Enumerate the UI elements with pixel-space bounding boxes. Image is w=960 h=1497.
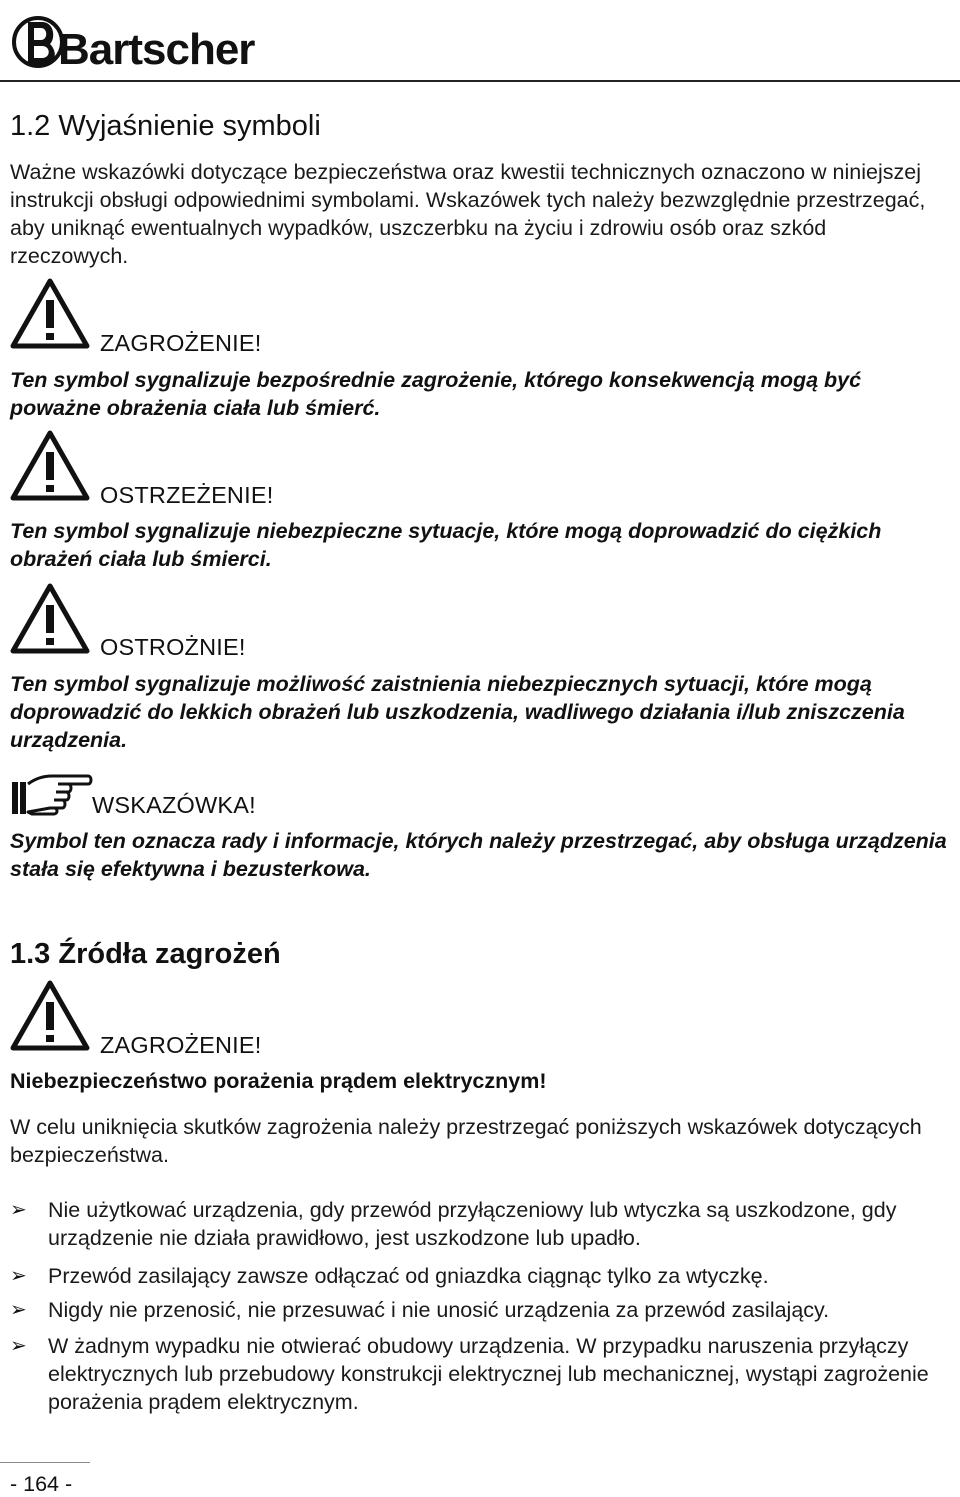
caution-triangle-icon bbox=[10, 583, 90, 655]
caution-label: OSTROŻNIE! bbox=[100, 634, 246, 660]
danger-description: Ten symbol sygnalizuje bezpośrednie zagrożenie, którego konsekwencją mogą być poważne obrażenia ciała lub śmierć. bbox=[10, 368, 862, 420]
list-item: Nigdy nie przenosić, nie przesuwać i nie unosić urządzenia za przewód zasilający. bbox=[48, 1298, 830, 1322]
footer-rule bbox=[0, 1462, 90, 1463]
warning-description: Ten symbol sygnalizuje niebezpieczne sytuacje, które mogą doprowadzić do ciężkich obrażeń ciała lub śmierci. bbox=[10, 519, 882, 571]
list-item: Nie użytkować urządzenia, gdy przewód przyłączeniowy lub wtyczka są uszkodzone, gdy urządzenie nie działa prawidłowo, jest uszkodzone lub upadło. bbox=[48, 1198, 897, 1250]
list-item: Przewód zasilający zawsze odłączać od gniazdka ciągnąc tylko za wtyczkę. bbox=[48, 1264, 769, 1288]
bullet-arrow-icon: ➢ bbox=[10, 1299, 27, 1321]
list-item: W żadnym wypadku nie otwierać obudowy urządzenia. W przypadku naruszenia przyłączy elektrycznych lub przebudowy konstrukcji elektrycznej lub mechanicznej, wystąpi zagrożenie porażenia prądem elektrycznym. bbox=[48, 1334, 929, 1414]
logo-wordmark: Bartscher bbox=[58, 25, 255, 74]
bullet-arrow-icon: ➢ bbox=[10, 1335, 27, 1357]
page-number: - 164 - bbox=[10, 1472, 73, 1496]
warning-label: OSTRZEŻENIE! bbox=[100, 482, 274, 508]
section-title-hazards: 1.3 Źródła zagrożeń bbox=[10, 938, 281, 970]
note-description: Symbol ten oznacza rady i informacje, których należy przestrzegać, aby obsługa urządzenia stała się efektywna i bezusterkowa. bbox=[10, 829, 947, 881]
danger-warning-triangle-icon bbox=[10, 278, 90, 350]
danger-label: ZAGROŻENIE! bbox=[100, 330, 262, 356]
hazard-danger-label: ZAGROŻENIE! bbox=[100, 1032, 262, 1058]
note-label: WSKAZÓWKA! bbox=[92, 792, 256, 818]
section-title-symbols: 1.2 Wyjaśnienie symboli bbox=[10, 110, 321, 142]
caution-description: Ten symbol sygnalizuje możliwość zaistnienia niebezpiecznych sytuacji, które mogą doprowadzić do lekkich obrażeń lub uszkodzenia, wadliwego działania i/lub zniszczenia urządzenia. bbox=[10, 672, 905, 752]
bartscher-logo bbox=[10, 6, 255, 76]
hazard-subheading: Niebezpieczeństwo porażenia prądem elektrycznym! bbox=[10, 1069, 547, 1093]
warning-triangle-icon bbox=[10, 430, 90, 502]
electric-danger-triangle-icon bbox=[10, 980, 90, 1052]
bullet-arrow-icon: ➢ bbox=[10, 1265, 27, 1287]
pointing-hand-icon bbox=[10, 772, 92, 818]
hazard-intro: W celu uniknięcia skutków zagrożenia należy przestrzegać poniższych wskazówek dotyczących bezpieczeństwa. bbox=[10, 1115, 922, 1167]
bullet-arrow-icon: ➢ bbox=[10, 1199, 27, 1221]
header-rule bbox=[0, 80, 960, 82]
intro-paragraph: Ważne wskazówki dotyczące bezpieczeństwa oraz kwestii technicznych oznaczono w niniejszej instrukcji obsługi odpowiednimi symbolami. Wskazówek tych należy bezwzględnie przestrzegać, aby uniknąć ewentualnych wypadków, uszczerbku na życiu i zdrowiu osób oraz szkód rzeczowych. bbox=[10, 160, 926, 268]
